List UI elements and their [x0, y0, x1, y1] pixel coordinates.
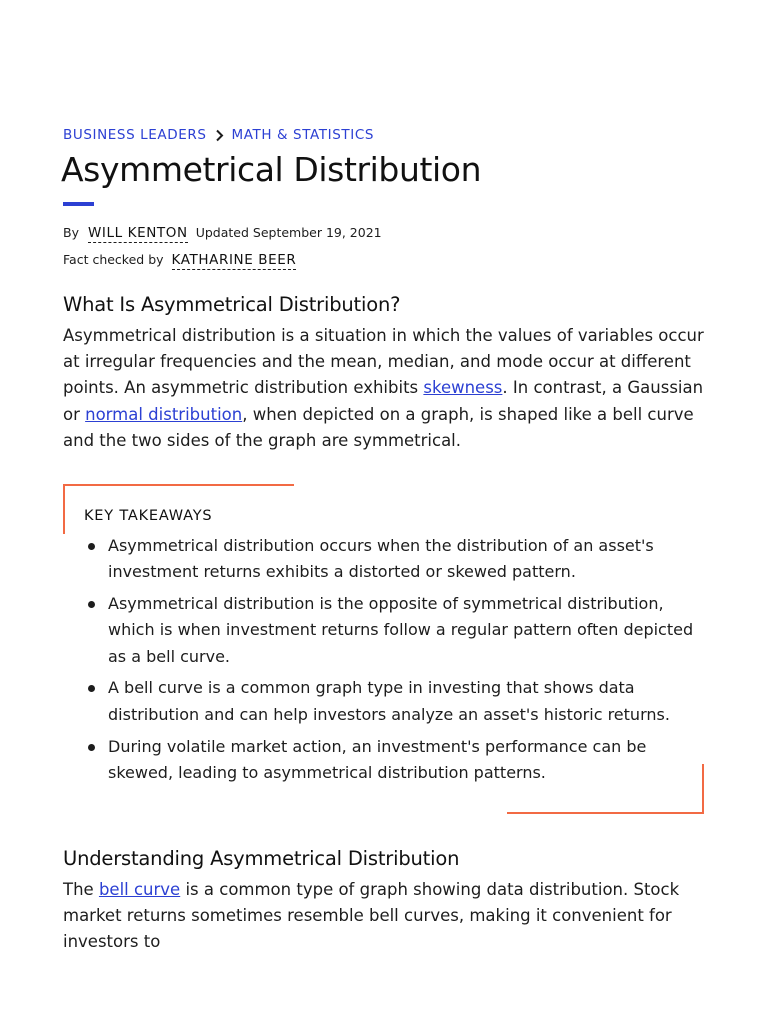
list-item: Asymmetrical distribution is the opposite of symmetrical distribution, which is when investment returns follow a regular pattern often depicted as a bell curve.	[108, 591, 698, 670]
breadcrumb-business-leaders[interactable]: BUSINESS LEADERS	[63, 127, 207, 143]
title-underline	[63, 202, 94, 206]
key-takeaways-list	[108, 533, 698, 792]
understanding-paragraph	[63, 877, 713, 956]
key-takeaways-frame-left	[63, 484, 65, 534]
intro-text-mid: . In contrast, a Gaussian or	[63, 378, 704, 424]
breadcrumb	[63, 127, 374, 143]
key-takeaways-heading: KEY TAKEAWAYS	[84, 508, 213, 524]
page-title: Asymmetrical Distribution	[61, 150, 482, 189]
understanding-text-end: is a common type of graph showing data distribution. Stock market returns sometimes resemble bell curves, making it convenient for investors to	[63, 880, 680, 952]
breadcrumb-math-statistics[interactable]: MATH & STATISTICS	[231, 127, 375, 143]
skewness-link[interactable]: skewness	[423, 378, 503, 398]
bell-curve-link[interactable]: bell curve	[98, 880, 181, 899]
list-item: Asymmetrical distribution occurs when the distribution of an asset's investment returns exhibits a distorted or skewed pattern.	[108, 533, 698, 586]
updated-date: Updated September 19, 2021	[195, 225, 382, 240]
intro-text-start: Asymmetrical distribution is a situation in which the values of variables occur at irregular frequencies and the mean, median, and mode occur at different points. An asymmetric distribution exhibits	[63, 326, 704, 398]
fact-checked-label: Fact checked by	[63, 252, 164, 267]
key-takeaways-frame-right	[702, 764, 704, 814]
author-link[interactable]: WILL KENTON	[87, 225, 188, 241]
by-label: By	[63, 225, 79, 240]
intro-paragraph	[63, 323, 713, 454]
list-item: A bell curve is a common graph type in investing that shows data distribution and can help investors analyze an asset's historic returns.	[108, 675, 698, 728]
key-takeaways-frame-bottom	[507, 812, 704, 814]
byline	[63, 225, 382, 243]
key-takeaways-frame-top	[63, 484, 294, 486]
section-heading-understanding: Understanding Asymmetrical Distribution	[63, 847, 460, 870]
understanding-text-start: The	[63, 880, 99, 899]
list-item: During volatile market action, an investment's performance can be skewed, leading to asymmetrical distribution patterns.	[108, 734, 698, 787]
fact-checker-link[interactable]: KATHARINE BEER	[171, 252, 297, 268]
normal-distribution-link[interactable]: normal distribution	[85, 404, 243, 424]
chevron-right-icon	[215, 129, 224, 142]
intro-text-end: , when depicted on a graph, is shaped like a bell curve and the two sides of the graph are symmetrical.	[63, 404, 694, 450]
section-heading-what-is: What Is Asymmetrical Distribution?	[63, 293, 401, 316]
fact-check-line	[63, 252, 304, 270]
